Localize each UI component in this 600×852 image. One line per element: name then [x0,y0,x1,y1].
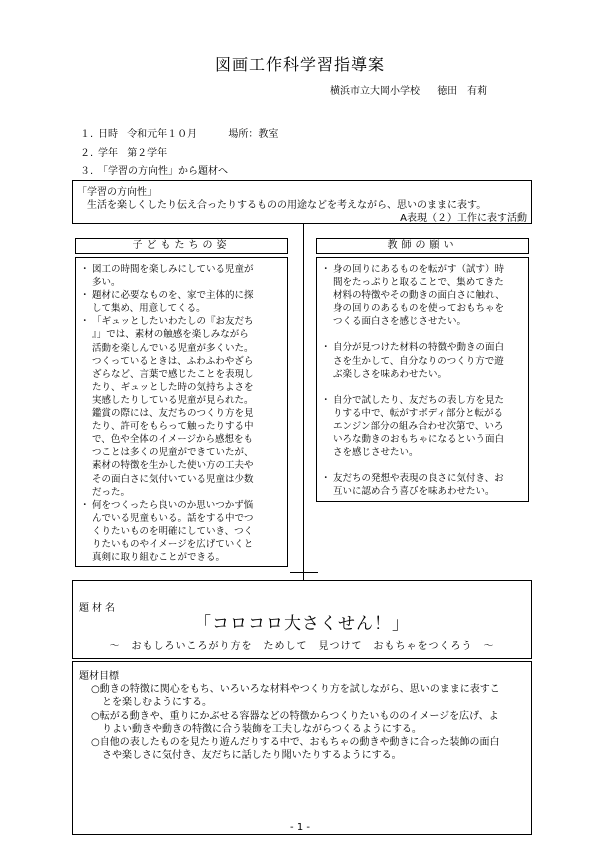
children-item: ・ 何をつくったら良いのか思いつかず悩 んでいる児童もいる。話をする中でつ くりたいものを明確にしていき、つく りたいものやイメージを広げていくと 真剣に取り組むことができる。 [82,499,282,564]
subject-subtitle: ～ おもしろいころがり方を ためして 見つけて おもちゃをつくろう ～ [109,641,495,652]
info-number: ３. [80,166,94,177]
school-name: 横浜市立大岡小学校 [330,86,420,97]
subject-title: 「コロコロ大さくせん！」 [194,614,410,634]
children-heading: 子どもたちの姿 [75,238,288,254]
info-date-row [80,125,278,140]
children-box [75,257,288,567]
document-title: 図画工作科学習指導案 [214,55,385,74]
info-number: ２. [80,148,94,159]
subject-goals-box [72,661,532,835]
teacher-item: ・ 身の回りにあるものを転がす（試す）時 間をたっぷりと取ることで、集めてきた 材料の特徴やその動きの面白さに触れ、 身の回りのあるものを使っておもちゃを つくる面白さを感じさせたい。 [323,263,523,328]
direction-text: 生活を楽しくしたり伝え合ったりするものの用途などを考えながら、思いのままに表す。 [87,200,487,211]
children-item: ・ 「ギュッとしたいわたしの『お友だち 』」では、素材の触感を楽しみながら 活動を楽しんでいる児童が多くいた。 つくっているときは、ふわふわやざら ざらなど、言葉で感じたことを表現し たり、ギュッとした時の気持ちよさを 実感したりしている児童が見られた。 鑑賞の際には、友だちのつくり方を見 たり、許可をもらって触ったりする中 で、色や全体のイメージから感想をも つことは多くの児童ができていたが、 素材の特徴を生かした使い方の工夫や その面白さに気付いている児童は少数 だった。 [82,315,282,498]
subject-label: 題材名 [79,603,118,614]
teacher-heading: 教師の願い [316,238,529,254]
children-item: ・ 題材に必要なものを、家で主体的に探 して集め、用意してくる。 [82,289,282,315]
children-item: ・ 図工の時間を楽しみにしている児童が 多い。 [82,263,282,289]
date-value: 令和元年１０月 [127,129,198,140]
learning-direction-box [72,180,532,224]
teacher-wishes-box [316,257,529,502]
page-number: - 1 - [290,822,310,833]
author-line [330,82,487,97]
info-number: １. [80,129,94,140]
info-grade-row [80,144,167,159]
goals-label: 題材目標 [79,671,119,682]
direction-reference: A表現（２）工作に表す活動 [400,213,527,224]
goal-item: ○転がる動きや、重りにかぶせる容器などの特徴からつくりたいもののイメージを広げ、よ りよい動きや動きの特徴に合う装飾を工夫しながらつくるようにする。 [91,710,499,735]
teacher-name: 徳田 有莉 [437,86,488,97]
teacher-item: ・ 自分で試したり、友だちの表し方を見た りする中で、転がすボディ部分と転がる エンジン部分の組み合わせ次第で、いろ いろな動きのおもちゃになるという面白 さを感じさせたい。 [323,394,523,459]
connector-vertical-line [303,224,304,580]
teacher-item: ・ 自分が見つけた材料の特徴や動きの面白 さを生かして、自分なりのつくり方で遊 ぶ楽しさを味あわせたい。 [323,341,523,380]
info-direction-row [80,162,228,177]
goal-item: ○自他の表したものを見たり遊んだりする中で、おもちゃの動きや動きに合った装飾の面白 さや楽しさに気付き、友だちに話したり聞いたりするようにする。 [91,737,500,762]
goals-list [91,683,525,763]
direction-heading: 「学習の方向性」から題材へ [98,166,228,177]
date-label: 日時 [98,129,118,140]
grade-label: 学年 [98,148,118,159]
grade-value: 第２学年 [127,148,168,159]
goal-item: ○動きの特徴に関心をもち、いろいろな材料やつくり方を試しながら、思いのままに表すこ とを楽しむようにする。 [91,684,500,709]
direction-label: 「学習の方向性」 [77,187,157,198]
place-label: 場所：教室 [228,129,279,140]
connector-horizontal-line [290,572,318,573]
subject-box [72,580,532,659]
teacher-item: ・ 友だちの発想や表現の良さに気付き、お 互いに認め合う喜びを味あわせたい。 [323,472,523,498]
